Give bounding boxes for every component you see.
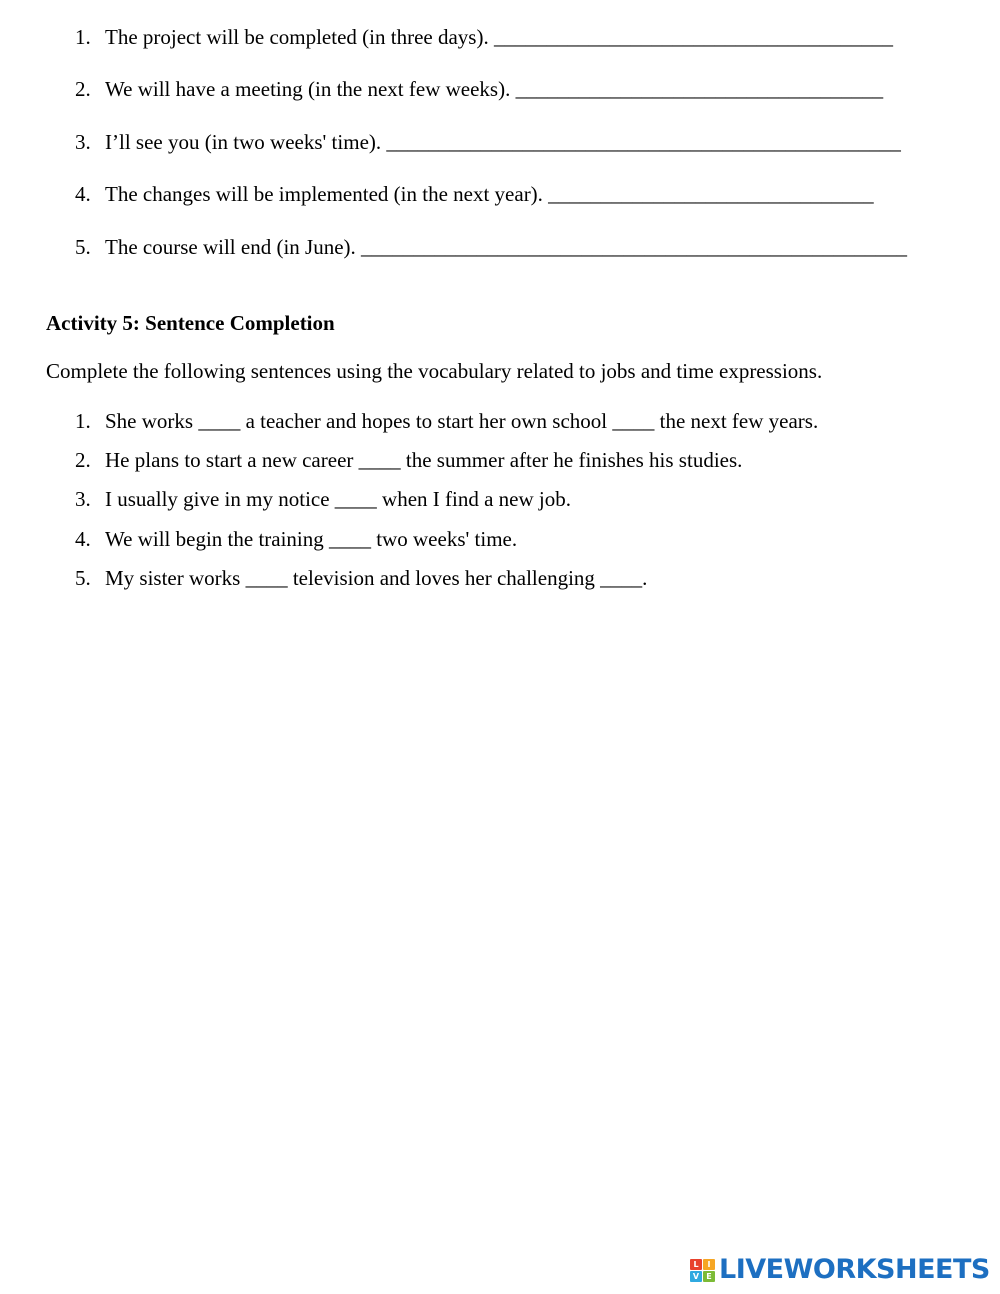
item-text: I usually give in my notice ____ when I find a new job. [105, 487, 571, 511]
item-text: We will have a meeting (in the next few weeks). ___________________________________ [105, 77, 884, 101]
item-number: 1. [75, 409, 91, 433]
list-item [75, 181, 874, 207]
list-item [75, 526, 517, 552]
list-item [75, 24, 893, 50]
list-item [75, 234, 907, 260]
item-text: We will begin the training ____ two weeks' time. [105, 527, 518, 551]
item-text: The course will end (in June). ____________________________________________________ [105, 235, 908, 259]
item-text: He plans to start a new career ____ the summer after he finishes his studies. [105, 448, 743, 472]
activity-5-instructions: Complete the following sentences using the vocabulary related to jobs and time expressions. [46, 359, 823, 383]
item-number: 4. [75, 182, 91, 206]
item-number: 2. [75, 77, 91, 101]
item-number: 4. [75, 527, 91, 551]
list-item [75, 76, 883, 102]
item-number: 5. [75, 566, 91, 590]
item-text: The project will be completed (in three days). ______________________________________ [105, 25, 893, 49]
logo-mark-i: I [703, 1259, 715, 1270]
list-item [75, 408, 818, 434]
list-item [75, 565, 647, 591]
logo-mark-l: L [690, 1259, 702, 1270]
list-item [75, 129, 901, 155]
item-number: 5. [75, 235, 91, 259]
item-text: I’ll see you (in two weeks' time). _________________________________________________ [105, 130, 901, 154]
liveworksheets-logo [690, 1254, 990, 1286]
item-number: 1. [75, 25, 91, 49]
logo-mark-v: V [690, 1271, 702, 1282]
item-number: 3. [75, 487, 91, 511]
item-text: She works ____ a teacher and hopes to start her own school ____ the next few years. [105, 409, 819, 433]
logo-mark-e: E [703, 1271, 715, 1282]
list-item [75, 486, 571, 512]
item-number: 2. [75, 448, 91, 472]
list-item [75, 447, 742, 473]
activity-5-heading: Activity 5: Sentence Completion [46, 311, 335, 335]
item-text: My sister works ____ television and loves her challenging ____. [105, 566, 648, 590]
logo-mark-icon [690, 1259, 715, 1282]
logo-text: LIVEWORKSHEETS [719, 1254, 990, 1285]
item-text: The changes will be implemented (in the next year). _______________________________ [105, 182, 874, 206]
item-number: 3. [75, 130, 91, 154]
